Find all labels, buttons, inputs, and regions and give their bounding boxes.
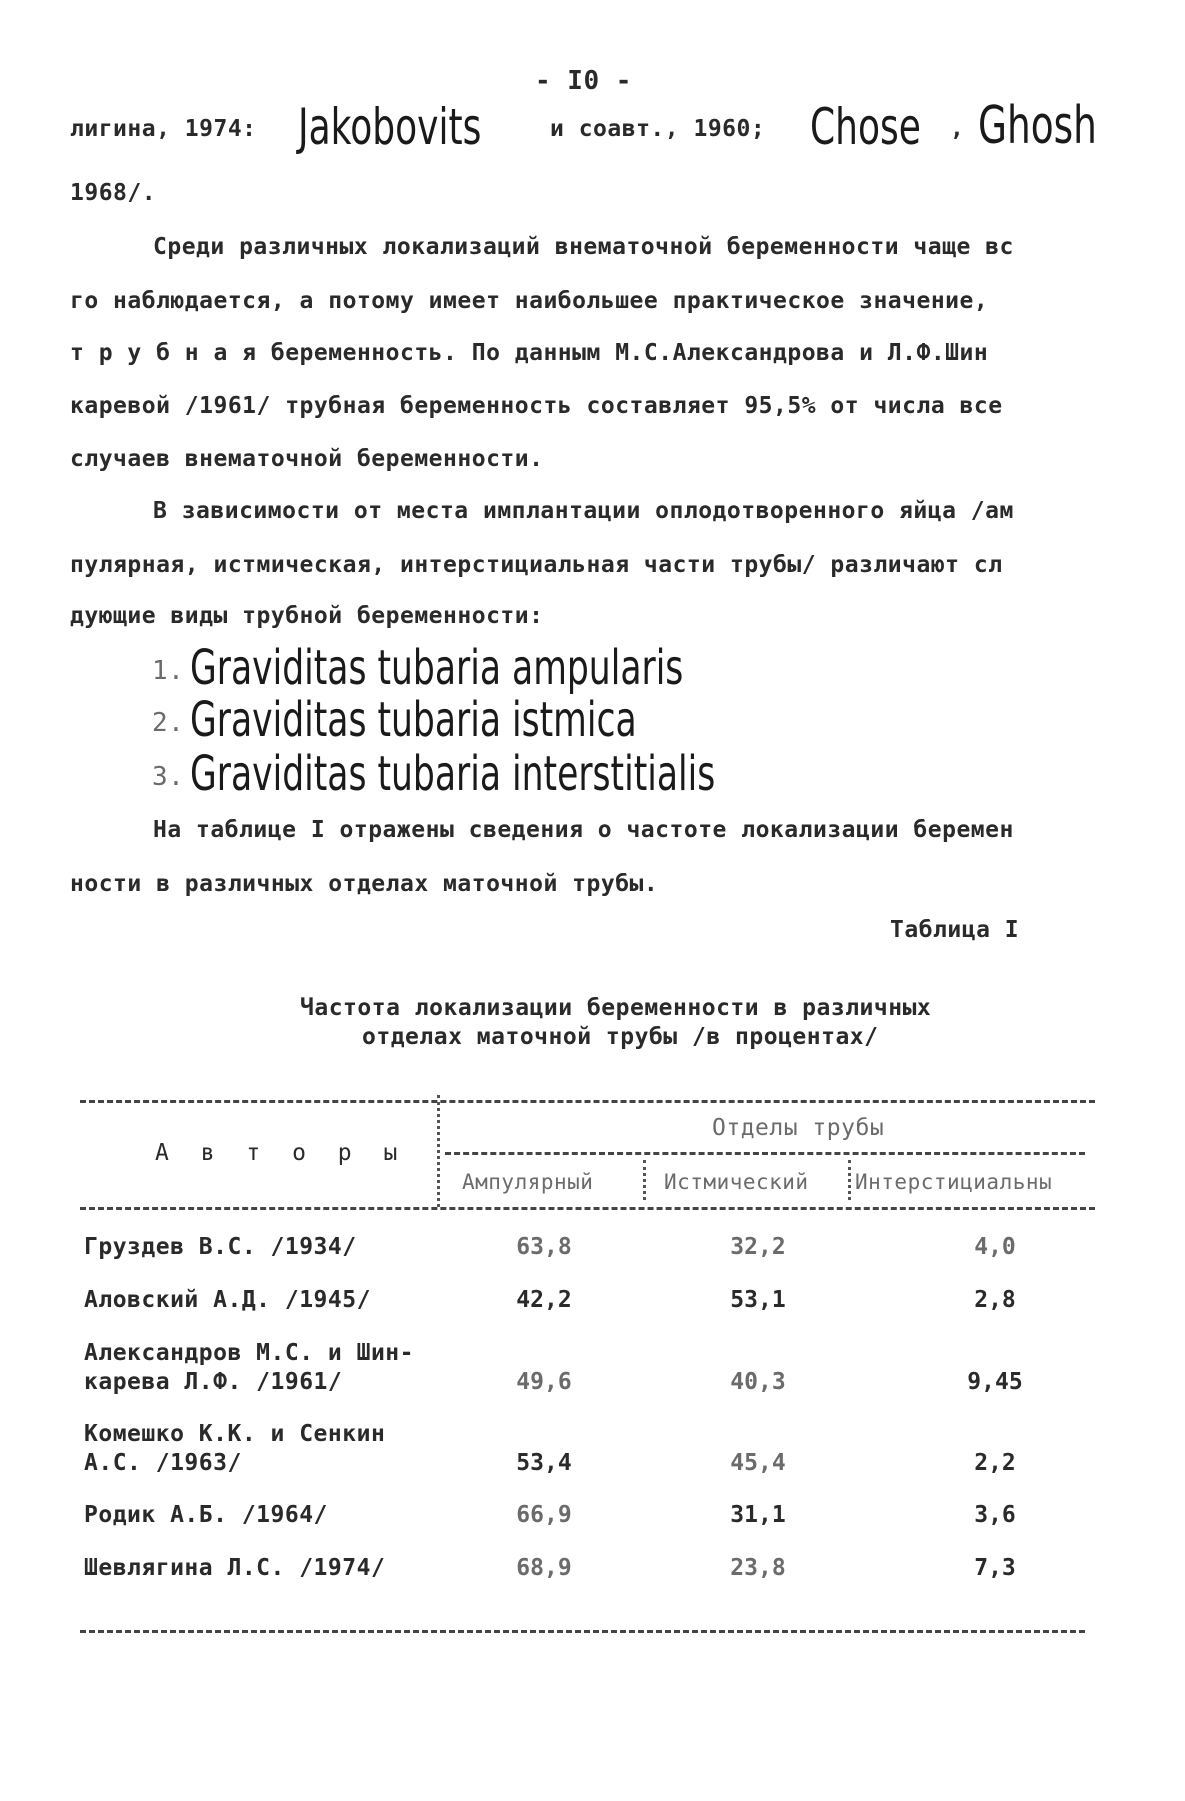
page-number: - I0 - xyxy=(535,66,632,96)
table-bottom-rule xyxy=(80,1630,1085,1633)
table-title-line1: Частота локализации беременности в различных xyxy=(300,995,932,1021)
list-number-2: 2. xyxy=(152,708,185,738)
para3-line2: ности в различных отделах маточной трубы. xyxy=(70,871,659,897)
citation-comma: , xyxy=(950,116,965,142)
table-title-line2: отделах маточной трубы /в процентах/ xyxy=(362,1024,879,1050)
table-header-ampullary: Ампулярный xyxy=(462,1170,594,1194)
table-row-6-interstitial: 7,3 xyxy=(974,1555,1016,1581)
list-item-1: Graviditas tubaria ampularis xyxy=(190,640,684,696)
table-row-6-ampullary: 68,9 xyxy=(516,1555,572,1581)
table-row-4-author-line2: А.С. /1963/ xyxy=(84,1450,242,1476)
table-row-4-ampullary: 53,4 xyxy=(516,1450,572,1476)
table-row-5-ampullary: 66,9 xyxy=(516,1502,572,1528)
table-row-4-author-line1: Комешко К.К. и Сенкин xyxy=(84,1421,386,1447)
para3-line1: На таблице I отражены сведения о частоте локализации беремен xyxy=(153,817,1014,843)
table-group-header: Отделы трубы xyxy=(712,1115,885,1141)
table-row-3-author-line2: карева Л.Ф. /1961/ xyxy=(84,1369,343,1395)
table-row-5-author: Родик А.Б. /1964/ xyxy=(84,1502,328,1528)
para1-line1: Среди различных локализаций внематочной беременности чаще вс xyxy=(153,234,1014,260)
table-row-4-interstitial: 2,2 xyxy=(974,1450,1016,1476)
table-label: Таблица I xyxy=(890,917,1020,943)
para2-line3: дующие виды трубной беременности: xyxy=(70,603,544,629)
handwritten-author-ghosh: Ghosh xyxy=(978,96,1097,156)
year-line: 1968/. xyxy=(70,180,157,206)
table-column-divider-2 xyxy=(848,1160,851,1200)
list-number-3: 3. xyxy=(152,762,185,792)
table-row-1-isthmic: 32,2 xyxy=(730,1234,786,1260)
para2-line2: пулярная, истмическая, интерстициальная части трубы/ различают сл xyxy=(70,552,1003,578)
list-item-2: Graviditas tubaria istmica xyxy=(190,692,637,748)
table-row-1-author: Груздев В.С. /1934/ xyxy=(84,1234,357,1260)
table-header-rule xyxy=(80,1207,1095,1210)
handwritten-author-jakobovits: Jakobovits xyxy=(298,98,482,156)
table-column-divider-authors xyxy=(437,1095,440,1207)
handwritten-author-chose: Chose xyxy=(810,98,921,156)
table-row-3-ampullary: 49,6 xyxy=(516,1369,572,1395)
table-row-6-isthmic: 23,8 xyxy=(730,1555,786,1581)
table-row-1-interstitial: 4,0 xyxy=(974,1234,1016,1260)
table-header-interstitial: Интерстициальны xyxy=(855,1170,1053,1194)
table-row-2-isthmic: 53,1 xyxy=(730,1287,786,1313)
table-row-3-interstitial: 9,45 xyxy=(967,1369,1023,1395)
para1-line2: го наблюдается, а потому имеет наибольшее практическое значение, xyxy=(70,288,989,314)
table-column-divider-1 xyxy=(643,1160,646,1200)
table-group-rule xyxy=(445,1152,1085,1155)
para1-line4: каревой /1961/ трубная беременность составляет 95,5% от числа все xyxy=(70,393,1003,419)
table-row-1-ampullary: 63,8 xyxy=(516,1234,572,1260)
citation-prefix: лигина, 1974: xyxy=(70,116,257,142)
table-row-6-author: Шевлягина Л.С. /1974/ xyxy=(84,1555,386,1581)
table-row-2-interstitial: 2,8 xyxy=(974,1287,1016,1313)
citation-mid: и соавт., 1960; xyxy=(550,116,766,142)
table-row-2-author: Аловский А.Д. /1945/ xyxy=(84,1287,371,1313)
para2-line1: В зависимости от места имплантации оплодотворенного яйца /ам xyxy=(153,498,1014,524)
table-header-authors: А в т о р ы xyxy=(155,1140,407,1166)
table-row-3-author-line1: Александров М.С. и Шин- xyxy=(84,1340,414,1366)
table-row-4-isthmic: 45,4 xyxy=(730,1450,786,1476)
table-row-3-isthmic: 40,3 xyxy=(730,1369,786,1395)
para1-line3: т р у б н а я беременность. По данным М.С.Александрова и Л.Ф.Шин xyxy=(70,340,989,366)
table-row-5-isthmic: 31,1 xyxy=(730,1502,786,1528)
list-item-3: Graviditas tubaria interstitialis xyxy=(190,746,716,802)
table-top-rule xyxy=(80,1100,1095,1103)
table-header-isthmic: Истмический xyxy=(664,1170,809,1194)
table-row-5-interstitial: 3,6 xyxy=(974,1502,1016,1528)
para1-line5: случаев внематочной беременности. xyxy=(70,446,544,472)
table-row-2-ampullary: 42,2 xyxy=(516,1287,572,1313)
list-number-1: 1. xyxy=(152,656,185,686)
